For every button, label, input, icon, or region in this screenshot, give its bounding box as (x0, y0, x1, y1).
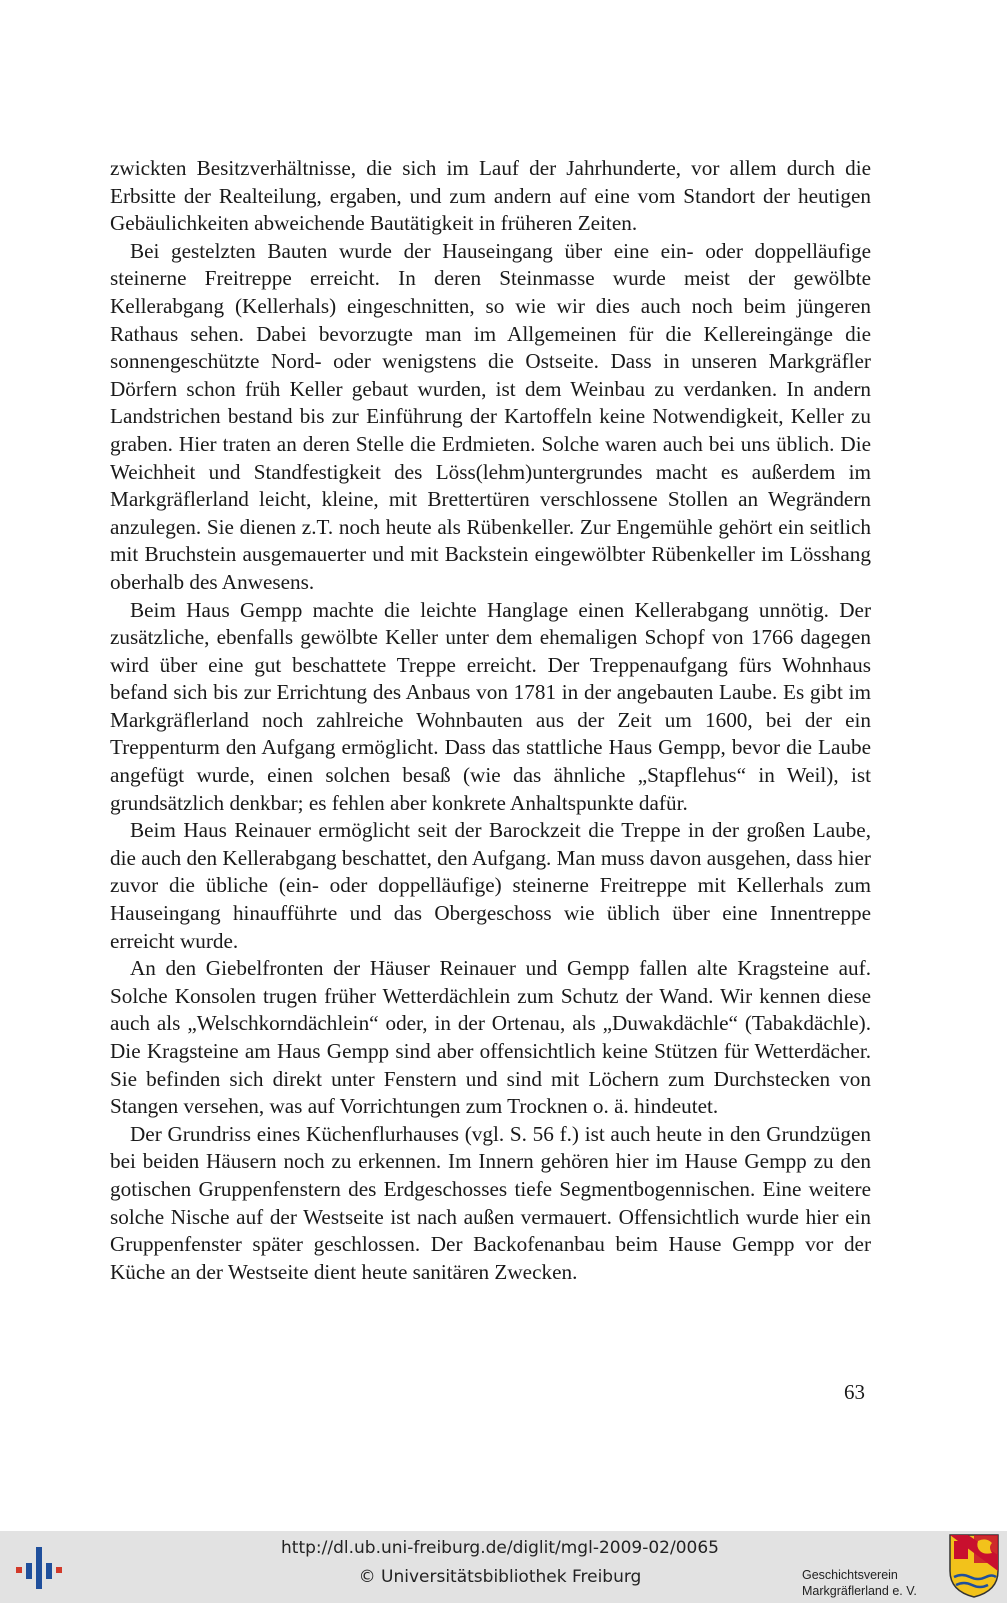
source-url-link[interactable]: http://dl.ub.uni-freiburg.de/diglit/mgl-2009-02/0065 (281, 1538, 719, 1558)
digital-library-logo-icon (14, 1545, 64, 1591)
paragraph-4: Beim Haus Reinauer ermöglicht seit der Barockzeit die Treppe in der großen Laube, die auch den Kellerabgang beschattet, den Aufgang. Man muss davon ausgehen, dass hier zuvor die übliche (ein- oder doppelläufige) steinerne Freitreppe mit Kellerhals zum Hauseingang hinaufführte und das Obergeschoss wie üblich über eine Innentreppe erreicht wurde. (110, 818, 871, 953)
copyright-text: © Universitätsbibliothek Freiburg (358, 1567, 642, 1587)
paragraph-6: Der Grundriss eines Küchenflurhauses (vgl. S. 56 f.) ist auch heute in den Grundzügen bei beiden Häusern noch zu erkennen. Im Innern gehören hier im Hause Gempp zu den gotischen Gruppenfenstern des Erdgeschosses tiefe Segmentbogennischen. Eine weitere solche Nische auf der Westseite ist nach außen vermauert. Offensichtlich wurde hier ein Gruppenfenster später geschlossen. Der Backofenanbau beim Hause Gempp vor der Küche an der Westseite dient heute sanitären Zwecken. (110, 1121, 871, 1284)
coat-of-arms-icon (948, 1533, 1000, 1599)
paragraph-5: An den Giebelfronten der Häuser Reinauer und Gempp fallen alte Kragsteine auf. Solche Konsolen trugen früher Wetterdächlein zum Schutz der Wand. Wir kennen diese auch als „Welschkorndächlein“ oder, in der Ortenau, als „Duwakdächle“ (Tabakdächle). Die Kragsteine am Haus Gempp sind aber offensichtlich keine Stützen für Wetterdächer. Sie befinden sich direkt unter Fenstern und sind mit Löchern zum Durchstecken von Stangen versehen, was auf Vorrichtungen zum Trocknen o. ä. hindeutet. (110, 956, 871, 1119)
society-name-line1: Geschichtsverein (802, 1568, 898, 1582)
paragraph-1: zwickten Besitzverhältnisse, die sich im Lauf der Jahrhunderte, vor allem durch die Erbsitte der Realteilung, ergaben, und zum andern auf eine vom Standort der heutigen Gebäulichkeiten abweichende Bautätigkeit in früheren Zeiten. (110, 156, 871, 236)
paragraph-3: Beim Haus Gempp machte die leichte Hanglage einen Kellerabgang unnötig. Der zusätzliche, ebenfalls gewölbte Keller unter dem ehemaligen Schopf von 1766 dagegen wird über eine gut beschattete Treppe erreicht. Der Treppenaufgang fürs Wohnhaus befand sich bis zur Errichtung des Anbaus von 1781 in der angebauten Laube. Es gibt im Markgräflerland noch zahlreiche Wohnbauten aus der Zeit um 1600, bei der ein Treppenturm den Aufgang ermöglicht. Dass das stattliche Haus Gempp, bevor die Laube angefügt wurde, einen solchen besaß (wie das ähnliche „Stapflehus“ in Weil), ist grundsätzlich denkbar; es fehlen aber konkrete Anhaltspunkte dafür. (110, 597, 871, 815)
document-body (110, 155, 871, 1286)
society-name-line2: Markgräflerland e. V. (802, 1584, 917, 1598)
society-name (802, 1567, 917, 1599)
footer-bar (0, 1531, 1007, 1603)
page-number: 63 (844, 1380, 865, 1404)
paragraph-2: Bei gestelzten Bauten wurde der Hauseingang über eine ein- oder doppelläufige steinerne Freitreppe erreicht. In deren Steinmasse wurde meist der gewölbte Kellerabgang (Kellerhals) eingeschnitten, so wie wir dies auch noch beim jüngeren Rathaus sehen. Dabei bevorzugte man im Allgemeinen für die Kellereingänge die sonnengeschützte Nord- oder wenigstens die Ostseite. Dass in unseren Markgräfler Dörfern schon früh Keller gebaut wurden, ist dem Weinbau zu verdanken. In andern Landstrichen bestand bis zur Einführung der Kartoffeln keine Notwendigkeit, Keller zu graben. Hier traten an deren Stelle die Erdmieten. Solche waren auch bei uns üblich. Die Weichheit und Standfestigkeit des Löss(lehm)untergrundes macht es außerdem im Markgräflerland leicht, kleine, mit Brettertüren verschlossene Stollen an Wegrändern anzulegen. Sie dienen z.T. noch heute als Rübenkeller. Zur Engemühle gehört ein seitlich mit Bruchstein ausgemauerter und mit Backstein eingewölbter Rübenkeller im Lösshang oberhalb des Anwesens. (110, 238, 871, 594)
